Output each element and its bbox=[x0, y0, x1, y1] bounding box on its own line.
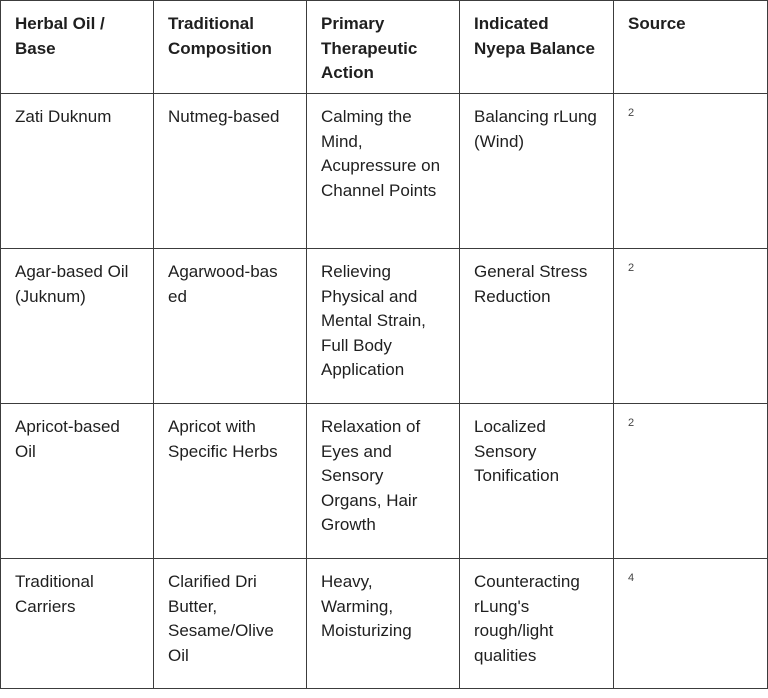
cell-composition: Clarified Dri Butter, Sesame/Olive Oil bbox=[154, 559, 307, 689]
cell-composition: Nutmeg-based bbox=[154, 94, 307, 249]
cell-oil: Zati Duknum bbox=[1, 94, 154, 249]
table-row bbox=[1, 559, 768, 689]
cell-source-reference[interactable]: 2 bbox=[614, 249, 768, 404]
cell-action: Relaxation of Eyes and Sensory Organs, Hair Growth bbox=[307, 404, 460, 559]
table-row bbox=[1, 249, 768, 404]
cell-oil: Traditional Carriers bbox=[1, 559, 154, 689]
table-header-row bbox=[1, 1, 768, 94]
header-indicated-nyepa-balance: Indicated Nyepa Balance bbox=[460, 1, 614, 94]
cell-composition: Agarwood-bas ed bbox=[154, 249, 307, 404]
cell-composition: Apricot with Specific Herbs bbox=[154, 404, 307, 559]
cell-oil: Agar-based Oil (Juknum) bbox=[1, 249, 154, 404]
cell-balance: Counteracting rLung's rough/light qualities bbox=[460, 559, 614, 689]
table-row bbox=[1, 94, 768, 249]
table-row bbox=[1, 404, 768, 559]
cell-action: Heavy, Warming, Moisturizing bbox=[307, 559, 460, 689]
cell-source-reference[interactable]: 2 bbox=[614, 404, 768, 559]
cell-source-reference[interactable]: 4 bbox=[614, 559, 768, 689]
header-traditional-composition: Traditional Composition bbox=[154, 1, 307, 94]
cell-action: Calming the Mind, Acupressure on Channel Points bbox=[307, 94, 460, 249]
cell-source-reference[interactable]: 2 bbox=[614, 94, 768, 249]
header-herbal-oil: Herbal Oil / Base bbox=[1, 1, 154, 94]
cell-balance: Balancing rLung (Wind) bbox=[460, 94, 614, 249]
cell-oil: Apricot-based Oil bbox=[1, 404, 154, 559]
cell-balance: General Stress Reduction bbox=[460, 249, 614, 404]
header-source: Source bbox=[614, 1, 768, 94]
cell-balance: Localized Sensory Tonification bbox=[460, 404, 614, 559]
header-primary-therapeutic-action: Primary Therapeutic Action bbox=[307, 1, 460, 94]
cell-action: Relieving Physical and Mental Strain, Full Body Application bbox=[307, 249, 460, 404]
